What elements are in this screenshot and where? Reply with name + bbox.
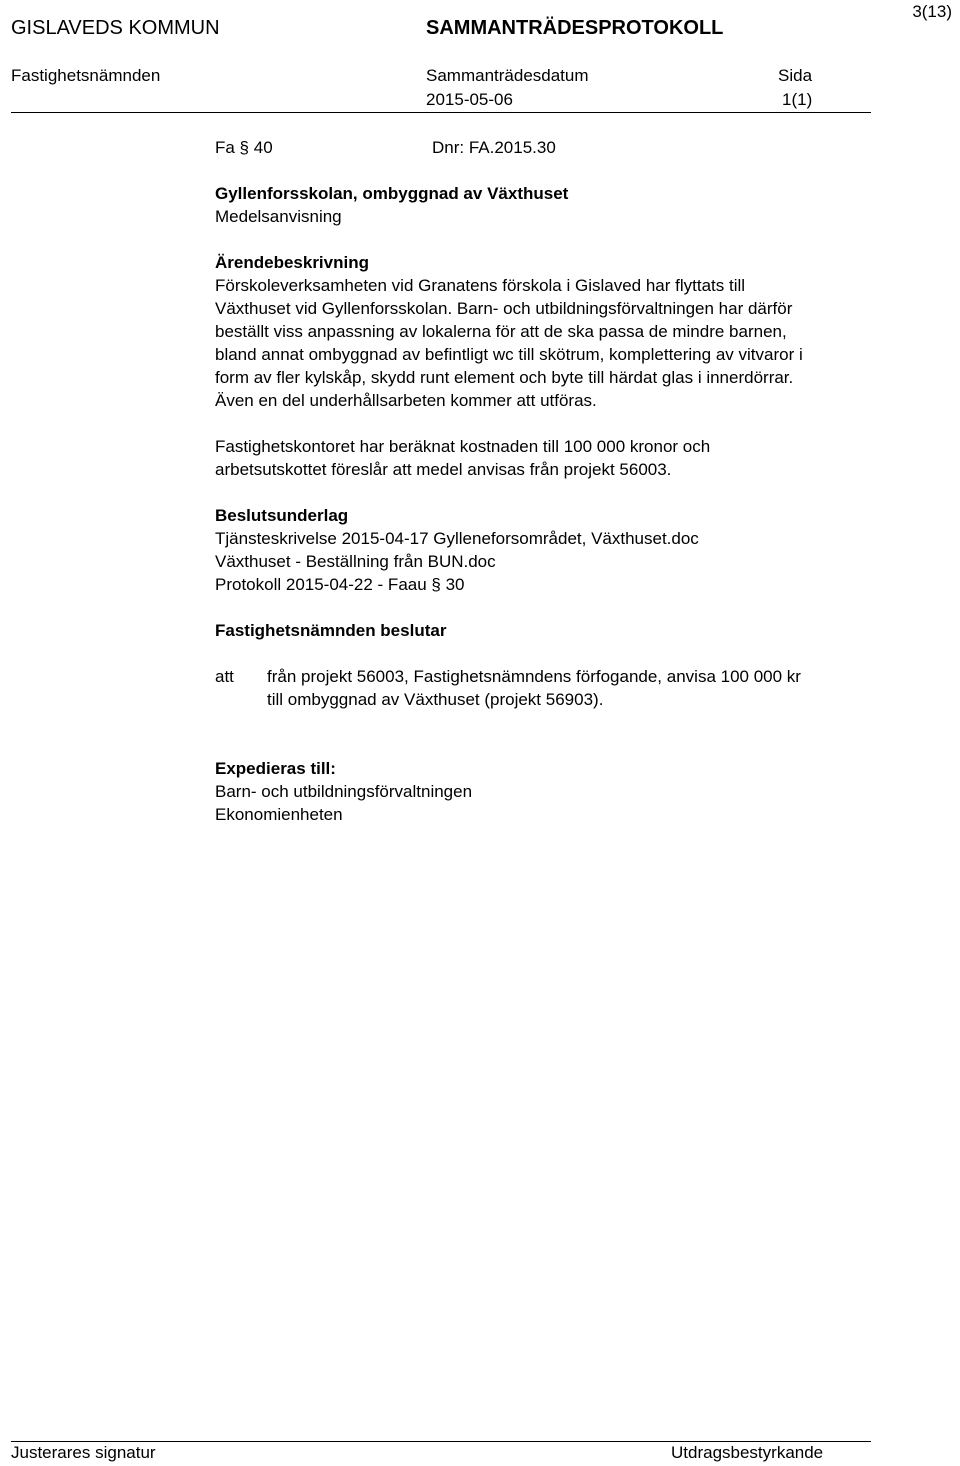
- page-value: 1(1): [782, 90, 813, 109]
- cost-line: Fastighetskontoret har beräknat kostnaden till 100 000 kronor och: [215, 437, 711, 456]
- description-line: form av fler kylskåp, skydd runt element och byte till härdat glas i innerdörrar.: [215, 368, 794, 387]
- case-dnr: Dnr: FA.2015.30: [432, 138, 556, 157]
- description-line: Förskoleverksamheten vid Granatens förskola i Gislaved har flyttats till: [215, 276, 746, 295]
- decision-att: att: [215, 667, 234, 686]
- description-heading: Ärendebeskrivning: [215, 253, 369, 272]
- meeting-date-value: 2015-05-06: [426, 90, 513, 109]
- municipality-name: GISLAVEDS KOMMUN: [11, 17, 220, 39]
- description-line: Även en del underhållsarbeten kommer att utföras.: [215, 391, 597, 410]
- basis-item: Tjänsteskrivelse 2015-04-17 Gylleneforsområdet, Växthuset.doc: [215, 529, 699, 548]
- basis-heading: Beslutsunderlag: [215, 506, 349, 525]
- document-body: [215, 136, 875, 826]
- decision-line: till ombyggnad av Växthuset (projekt 56903).: [267, 690, 604, 709]
- page-number: 3(13): [912, 2, 952, 21]
- description-line: beställt viss anpassning av lokalerna för att de ska passa de mindre barnen,: [215, 322, 787, 341]
- description-line: bland annat ombyggnad av befintligt wc till skötrum, komplettering av vitvaror i: [215, 345, 803, 364]
- decision-heading: Fastighetsnämnden beslutar: [215, 621, 447, 640]
- certification-label: Utdragsbestyrkande: [671, 1443, 824, 1462]
- dispatch-heading: Expedieras till:: [215, 759, 336, 778]
- board-label: Fastighetsnämnden: [11, 66, 161, 85]
- meeting-date-label: Sammanträdesdatum: [426, 66, 589, 85]
- dispatch-item: Ekonomienheten: [215, 805, 343, 824]
- page-label: Sida: [778, 66, 813, 85]
- footer-divider: [11, 1441, 871, 1442]
- dispatch-item: Barn- och utbildningsförvaltningen: [215, 782, 473, 801]
- signature-label: Justerares signatur: [11, 1443, 156, 1462]
- decision-clause: [215, 665, 875, 711]
- description-line: Växthuset vid Gyllenforsskolan. Barn- och utbildningsförvaltningen har därför: [215, 299, 793, 318]
- decision-line: från projekt 56003, Fastighetsnämndens förfogande, anvisa 100 000 kr: [267, 667, 801, 686]
- case-reference: [215, 136, 875, 159]
- basis-item: Växthuset - Beställning från BUN.doc: [215, 552, 496, 571]
- header-divider: [11, 112, 871, 113]
- protocol-title: SAMMANTRÄDESPROTOKOLL: [426, 17, 724, 39]
- cost-line: arbetsutskottet föreslår att medel anvisas från projekt 56003.: [215, 460, 672, 479]
- basis-item: Protokoll 2015-04-22 - Faau § 30: [215, 575, 465, 594]
- case-title: Gyllenforsskolan, ombyggnad av Växthuset: [215, 184, 569, 203]
- case-number: Fa § 40: [215, 138, 273, 157]
- case-subtitle: Medelsanvisning: [215, 207, 342, 226]
